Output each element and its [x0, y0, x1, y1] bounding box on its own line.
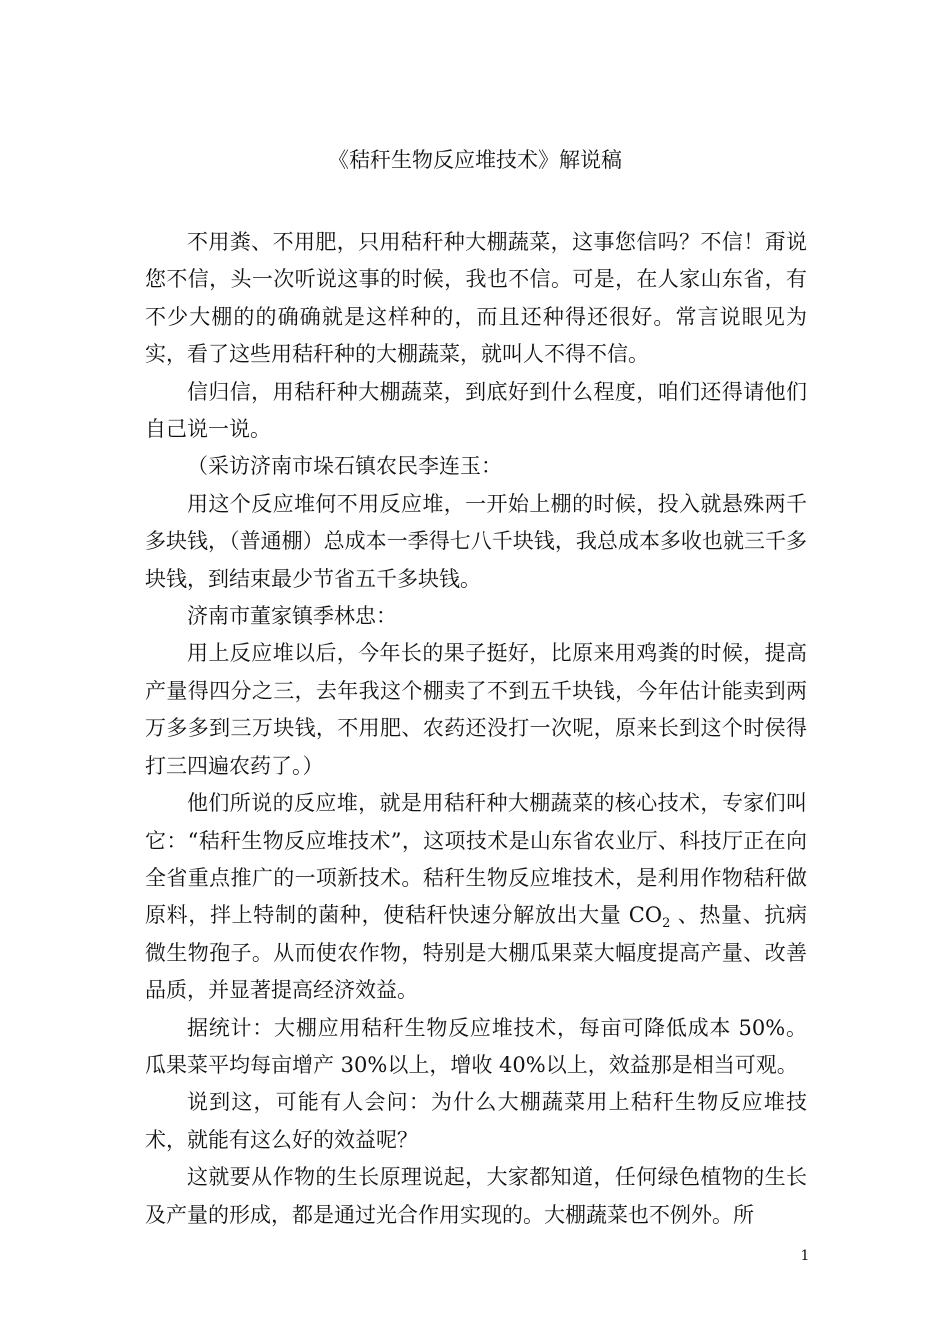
paragraph-7-text-b: 、热量、抗病微生物孢子。从而使农作物，特别是大棚瓜果菜大幅度提高产量、改善品质，并显著提高经济效益。	[145, 903, 808, 1003]
paragraph-9: 说到这，可能有人会问：为什么大棚蔬菜用上秸秆生物反应堆技术，就能有这么好的效益呢？	[145, 1090, 807, 1152]
co2-formula	[628, 903, 671, 932]
paragraph-10: 这就要从作物的生长原理说起，大家都知道，任何绿色植物的生长及产量的形成，都是通过光合作用实现的。大棚蔬菜也不例外。所	[145, 1165, 807, 1227]
paragraph-7-text-a: 他们所说的反应堆，就是用秸秆种大棚蔬菜的核心技术，专家们叫它：“秸秆生物反应堆技术”，这项技术是山东省农业厅、科技厅正在向全省重点推广的一项新技术。秸秆生物反应堆技术，是利用作物秸秆做原料，拌上特制的菌种，使秸秆快速分解放出大量	[145, 791, 807, 928]
paragraph-1: 不用粪、不用肥，只用秸秆种大棚蔬菜，这事您信吗？不信！甭说您不信，头一次听说这事的时候，我也不信。可是，在人家山东省，有不少大棚的的确确就是这样种的，而且还种得还很好。常言说眼见为实，看了这些用秸秆种的大棚蔬菜，就叫人不得不信。	[145, 230, 807, 367]
paragraph-8: 据统计：大棚应用秸秆生物反应堆技术，每亩可降低成本 50%。瓜果菜平均每亩增产 30%以上，增收 40%以上，效益那是相当可观。	[145, 1015, 807, 1077]
document-title: 《秸秆生物反应堆技术》解说稿	[328, 148, 622, 172]
page-number: 1	[800, 1248, 810, 1264]
paragraph-5: 济南市董家镇季林忠：	[187, 604, 397, 629]
paragraph-3: （采访济南市垛石镇农民李连玉：	[187, 454, 502, 479]
co2-base: CO	[628, 903, 663, 928]
paragraph-4: 用这个反应堆何不用反应堆，一开始上棚的时候，投入就悬殊两千多块钱，（普通棚）总成本一季得七八千块钱，我总成本多收也就三千多块钱，到结束最少节省五千多块钱。	[145, 491, 807, 591]
co2-subscript: 2	[662, 916, 671, 932]
paragraph-2: 信归信，用秸秆种大棚蔬菜，到底好到什么程度，咱们还得请他们自己说一说。	[145, 379, 807, 442]
document-body	[145, 224, 807, 1234]
paragraph-6: 用上反应堆以后，今年长的果子挺好，比原来用鸡粪的时候，提高产量得四分之三，去年我这个棚卖了不到五千块钱，今年估计能卖到两万多多到三万块钱，不用肥、农药还没打一次呢，原来长到这个时侯得打三四遍农药了。）	[145, 641, 807, 778]
paragraph-7	[145, 785, 807, 1009]
